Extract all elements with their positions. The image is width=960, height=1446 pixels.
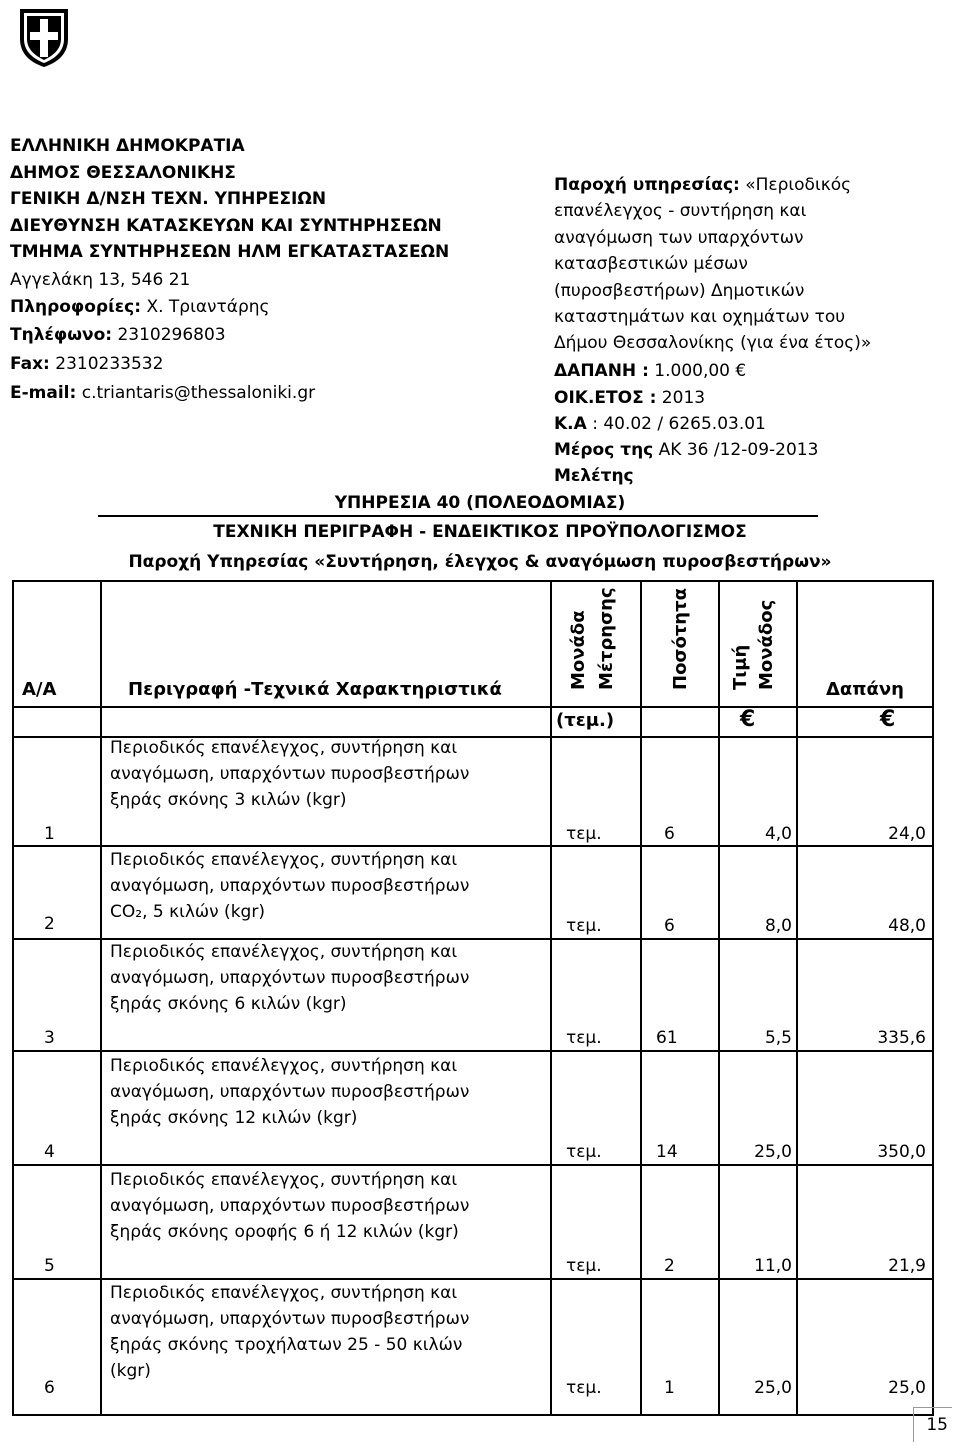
row-desc-line: ξηράς σκόνης οροφής 6 ή 12 κιλών (kgr) [110,1222,459,1242]
email-line [10,383,315,403]
email-label: E-mail: [10,383,77,403]
header-row-border [12,706,934,708]
row-desc-line: αναγόμωση, υπαρχόντων πυροσβεστήρων [110,1196,470,1216]
col-aa-header: Α/Α [22,679,57,700]
cost-value: 1.000,00 € [648,361,747,381]
row-desc-line: Περιοδικός επανέλεγχος, συντήρηση και [110,1283,458,1303]
row-desc-line: ξηράς σκόνης 3 κιλών (kgr) [110,790,347,810]
row-desc-line: αναγόμωση, υπαρχόντων πυροσβεστήρων [110,764,470,784]
service-line: κατασβεστικών μέσων [554,254,748,274]
euro-icon: € [880,707,896,732]
row-aa: 4 [44,1142,55,1162]
col-unit-header-1: Μονάδα [568,610,589,690]
row-desc-line: ξηράς σκόνης 6 κιλών (kgr) [110,994,347,1014]
service-line: (πυροσβεστήρων) Δημοτικών [554,281,805,301]
row-aa: 1 [44,824,55,844]
row-cost: 25,0 [888,1378,926,1398]
row-qty: 6 [664,916,675,936]
euro-icon: € [740,707,756,732]
col-unit-header-2: Μέτρησης [596,587,617,690]
title-underline [98,515,818,517]
row-desc-line: αναγόμωση, υπαρχόντων πυροσβεστήρων [110,876,470,896]
header-line: ΕΛΛΗΝΙΚΗ ΔΗΜΟΚΡΑΤΙΑ [10,136,245,156]
row-qty: 2 [664,1256,675,1276]
col-qty-header: Ποσότητα [670,588,691,690]
row-desc-line: Περιοδικός επανέλεγχος, συντήρηση και [110,942,458,962]
phone-label: Τηλέφωνο: [10,325,113,345]
row-price: 25,0 [754,1378,792,1398]
row-border [12,1050,934,1052]
subject-title: Παροχή Υπηρεσίας «Συντήρηση, έλεγχος & αναγόμωση πυροσβεστήρων» [128,552,832,572]
phone-line [10,325,226,345]
header-line: ΓΕΝΙΚΗ Δ/ΝΣΗ ΤΕΧΝ. ΥΠΗΡΕΣΙΩΝ [10,189,327,209]
service-unit-title: ΥΠΗΡΕΣΙΑ 40 (ΠΟΛΕΟΔΟΜΙΑΣ) [334,493,626,513]
address: Αγγελάκη 13, 546 21 [10,270,191,290]
year-line [554,388,705,408]
row-aa: 2 [44,914,55,934]
row-desc-line: Περιοδικός επανέλεγχος, συντήρηση και [110,850,458,870]
row-desc-line: Περιοδικός επανέλεγχος, συντήρηση και [110,1056,458,1076]
technical-title: ΤΕΧΝΙΚΗ ΠΕΡΙΓΡΑΦΗ - ΕΝΔΕΙΚΤΙΚΟΣ ΠΡΟΫΠΟΛΟΓΙΣΜΟΣ [213,522,747,542]
row-unit: τεμ. [566,1028,602,1048]
col-price-header-2: Μονάδος [756,599,777,690]
year-label: ΟΙΚ.ΕΤΟΣ : [554,388,657,408]
row-border [12,1278,934,1280]
row-aa: 5 [44,1256,55,1276]
email-value: c.triantaris@thessaloniki.gr [76,383,316,403]
row-desc-line: Περιοδικός επανέλεγχος, συντήρηση και [110,738,458,758]
row-desc-line: ξηράς σκόνης τροχήλατων 25 - 50 κιλών [110,1335,463,1355]
year-value: 2013 [656,388,706,408]
info-value: Χ. Τριαντάρης [141,297,270,317]
service-line: καταστημάτων και οχημάτων του [554,307,846,327]
row-border [12,845,934,847]
service-line: Δήμου Θεσσαλονίκης (για ένα έτος)» [554,333,872,353]
fax-value: 2310233532 [49,354,164,374]
col-price-header-1: Τιμή [730,644,751,690]
fax-label: Fax: [10,354,50,374]
row-unit: τεμ. [566,824,602,844]
phone-value: 2310296803 [112,325,226,345]
service-label: Παροχή υπηρεσίας: [554,175,740,195]
row-desc-line: (kgr) [110,1361,151,1381]
row-desc-line: ξηράς σκόνης 12 κιλών (kgr) [110,1108,358,1128]
unit-sub-header: (τεμ.) [556,710,615,731]
row-cost: 48,0 [888,916,926,936]
row-aa: 6 [44,1378,55,1398]
row-price: 5,5 [764,1028,792,1048]
row-desc-line: αναγόμωση, υπαρχόντων πυροσβεστήρων [110,1082,470,1102]
row-desc-line: CO₂, 5 κιλών (kgr) [110,902,265,922]
header-line: ΔΗΜΟΣ ΘΕΣΣΑΛΟΝΙΚΗΣ [10,163,236,183]
row-cost: 24,0 [888,824,926,844]
cost-label: ΔΑΠΑΝΗ : [554,361,649,381]
row-border [12,1164,934,1166]
service-text: «Περιοδικός [739,175,852,195]
part-label: Μέρος της [554,440,654,460]
study-label: Μελέτης [554,466,634,486]
service-line [554,175,851,195]
row-unit: τεμ. [566,1142,602,1162]
ka-value: : 40.02 / 6265.03.01 [586,414,766,434]
col-cost-header: Δαπάνη [826,679,904,700]
row-aa: 3 [44,1028,55,1048]
row-cost: 350,0 [877,1142,926,1162]
info-line [10,297,270,317]
service-line: επανέλεγχος - συντήρηση και [554,201,807,221]
row-unit: τεμ. [566,1378,602,1398]
row-desc-line: αναγόμωση, υπαρχόντων πυροσβεστήρων [110,1309,470,1329]
part-line [554,440,818,460]
row-price: 11,0 [754,1256,792,1276]
row-unit: τεμ. [566,1256,602,1276]
row-cost: 335,6 [877,1028,926,1048]
row-price: 4,0 [764,824,792,844]
row-qty: 1 [664,1378,675,1398]
cost-line [554,361,746,381]
table-bottom-border [12,1414,934,1416]
row-border [12,938,934,940]
row-desc-line: αναγόμωση, υπαρχόντων πυροσβεστήρων [110,968,470,988]
row-cost: 21,9 [888,1256,926,1276]
greek-coat-of-arms-emblem [12,5,76,69]
fax-line [10,354,163,374]
row-desc-line: Περιοδικός επανέλεγχος, συντήρηση και [110,1170,458,1190]
row-qty: 14 [656,1142,678,1162]
row-qty: 6 [664,824,675,844]
col-desc-header: Περιγραφή -Τεχνικά Χαρακτηριστικά [128,679,502,700]
part-value: ΑΚ 36 /12-09-2013 [653,440,819,460]
row-qty: 61 [656,1028,678,1048]
info-label: Πληροφορίες: [10,297,142,317]
ka-line [554,414,766,434]
page-number: 15 [913,1407,952,1442]
row-price: 25,0 [754,1142,792,1162]
header-line: ΔΙΕΥΘΥΝΣΗ ΚΑΤΑΣΚΕΥΩΝ ΚΑΙ ΣΥΝΤΗΡΗΣΕΩΝ [10,216,442,236]
ka-label: Κ.Α [554,414,587,434]
row-price: 8,0 [764,916,792,936]
header-line: ΤΜΗΜΑ ΣΥΝΤΗΡΗΣΕΩΝ ΗΛΜ ΕΓΚΑΤΑΣΤΑΣΕΩΝ [10,242,450,262]
service-line: αναγόμωση των υπαρχόντων [554,228,804,248]
row-unit: τεμ. [566,916,602,936]
